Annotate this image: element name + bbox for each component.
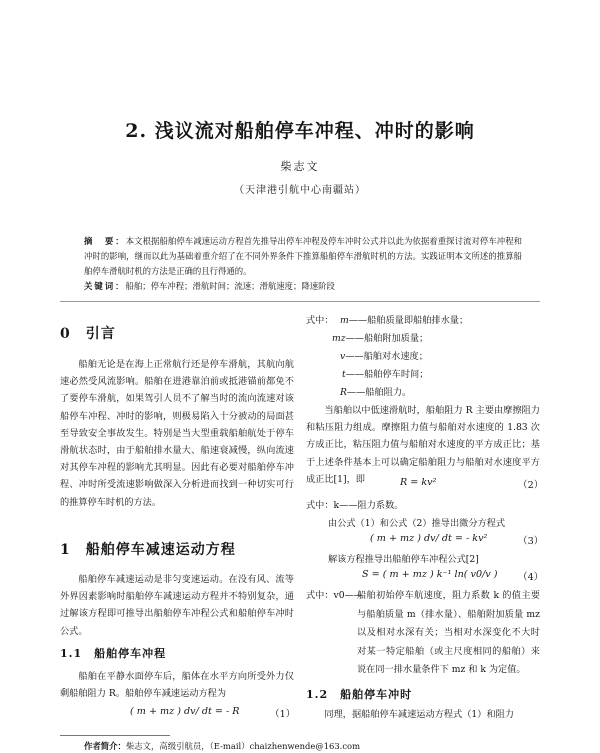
- abstract-divider: [60, 301, 540, 302]
- definition-text: ——船舶停车时间；: [345, 369, 429, 380]
- v0-definition-lead: 式中：v0——: [306, 590, 363, 601]
- equation-2: R = kv²: [400, 477, 437, 488]
- derivation-text-2: 解该方程推导出船舶停车冲程公式[2]: [328, 554, 479, 565]
- author-name: 柴志文: [280, 160, 320, 173]
- equation-4-number: （4）: [518, 572, 544, 583]
- k-definition: 式中：k——阻力系数。: [306, 500, 404, 511]
- equation-2-number: （2）: [518, 480, 544, 491]
- keywords-label: 关键词：: [84, 281, 126, 291]
- definition-symbol: R: [340, 387, 347, 398]
- equation-1-number: （1）: [270, 709, 296, 720]
- definition-item: [340, 312, 468, 326]
- definition-item: [340, 348, 428, 362]
- footnote: [84, 740, 360, 752]
- definition-item: [332, 330, 428, 344]
- section-0-heading: 0 引言: [60, 326, 116, 342]
- definitions-lead: 式中：: [306, 315, 334, 326]
- equation-3-number: （3）: [518, 536, 544, 547]
- definition-item: [340, 384, 411, 398]
- resistance-text: 当船舶以中低速滑航时，船舶阻力 R 主要由摩擦阻力和粘压阻力组成。摩擦阻力值与船舶对水速度的 1.83 次方成正比，粘压阻力值与船舶对水速度的平方成正比；基于上述条件基本上可以确定船舶阻力与船舶对水速度平方成正比[1]，即: [306, 405, 540, 485]
- derivation-text-1: 由公式（1）和公式（2）推导出微分方程式: [328, 518, 506, 529]
- definition-text: ——船舶附加质量；: [345, 333, 429, 344]
- abstract-text: 本文根据船舶停车减速运动方程首先推导出停车冲程及停车冲时公式并以此为依据着重探讨流对停车冲程和冲时的影响，继而以此为基础着重介绍了在不同外界条件下推算船舶停车滑航时机的方法。实践证明本文所述的推算船舶停车滑航时机的方法是正确的且行得通的。: [84, 236, 523, 276]
- abstract: [84, 234, 522, 279]
- section-1-2-text: 同理，据船舶停车减速运动方程式（1）和阻力: [324, 709, 514, 720]
- section-1-1-text: 船舶在平静水面停车后，船体在水平方向所受外力仅剩船舶阻力 R。船舶停车减速运动方程为: [60, 671, 294, 700]
- section-1-text: 船舶停车减速运动是非匀变速运动。在没有风、流等外界因素影响时船舶停车减速运动方程并不特别复杂，通过解该方程即可推导出船舶停车冲程公式和船舶停车冲时公式。: [60, 574, 294, 637]
- abstract-label: 摘 要：: [84, 236, 126, 246]
- keywords: [84, 280, 335, 292]
- keywords-text: 船舶；停车冲程；滑航时间；流速；滑航速度；降速阶段: [125, 281, 335, 291]
- definition-symbol: t: [342, 369, 346, 380]
- footnote-divider: [60, 735, 170, 736]
- section-1-heading: 1 船舶停车减速运动方程: [60, 542, 236, 558]
- definition-text: ——船舶阻力。: [346, 387, 412, 398]
- equation-4: S = ( m + mz ) k⁻¹ ln( v0/v ): [362, 569, 498, 580]
- section-0-text: 船舶无论是在海上正常航行还是停车滑航，其航向航速必然受风流影响。船舶在进港靠泊前或抵港锚前都免不了要停车滑航，如果驾引人员不了解当时的流向流速对该船停车冲程、冲时的影响，则极易陷入十分被动的局面甚至导致安全事故发生。特别是当大型重载船舶航处于停车滑航状态时，由于船舶排水量大、船速衰减慢，纵向流速对其停车冲程的影响尤其明显。因此有必要对船舶停车冲程、冲时所受流速影响做深入分析进而找到一种切实可行的推算停车时机的方法。: [60, 359, 294, 508]
- paper-title: 2. 浅议流对船舶停车冲程、冲时的影响: [125, 120, 475, 142]
- definition-symbol: v: [340, 351, 346, 362]
- v0-definition-text: 船舶初始停车航速度，阻力系数 k 的值主要与船舶质量 m（排水量）、船舶附加质量 mz 以及相对水深有关；当相对水深变化不大时对某一特定船舶（或主尺度相同的船舶）来说在同一排水量条件下 mz 和 k 为定值。: [357, 590, 540, 675]
- section-1-2-heading: 1.2 船舶停车冲时: [306, 688, 413, 701]
- footnote-text: 柴志文，高级引航员，（E-mail）chaizhenwende@163.com: [125, 741, 361, 751]
- equation-3: ( m + mz ) dv/ dt = - kv²: [370, 533, 488, 544]
- equation-1: ( m + mz ) dv/ dt = - R: [130, 706, 240, 717]
- section-1-1-heading: 1.1 船舶停车冲程: [60, 647, 167, 660]
- definition-symbol: mz: [332, 333, 346, 344]
- definition-text: ——船舶对水速度；: [345, 351, 428, 362]
- definition-text: ——船舶质量即船舶排水量；: [348, 315, 469, 326]
- author-affiliation: （天津港引航中心南疆站）: [234, 185, 366, 196]
- definition-item: [342, 366, 428, 380]
- footnote-label: 作者简介：: [84, 741, 126, 751]
- definition-symbol: m: [340, 315, 349, 326]
